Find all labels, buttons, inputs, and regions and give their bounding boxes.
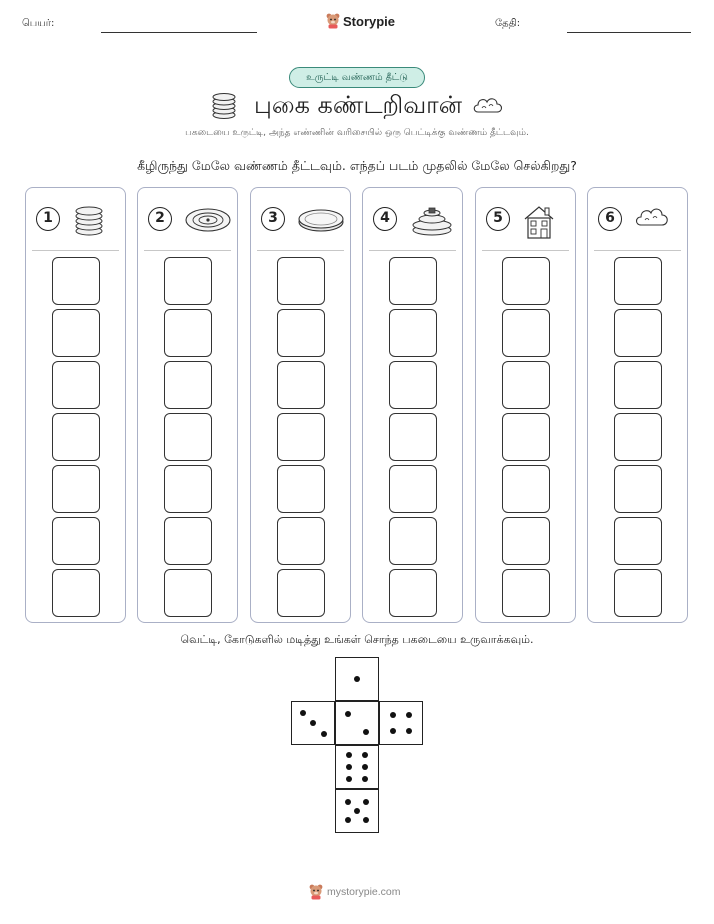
date-label: தேதி: (495, 18, 521, 29)
color-box[interactable] (52, 465, 100, 513)
color-box[interactable] (52, 257, 100, 305)
dice-pip (346, 776, 352, 782)
question: கீழிருந்து மேலே வண்ணம் தீட்டவும். எந்தப் படம் முதலில் மேலே செல்கிறது? (137, 158, 577, 173)
color-box[interactable] (502, 413, 550, 461)
color-box[interactable] (277, 465, 325, 513)
color-box[interactable] (277, 309, 325, 357)
color-box[interactable] (389, 257, 437, 305)
stacked-discs-icon (210, 92, 238, 120)
column-number: 4 (373, 207, 397, 231)
footer-url[interactable]: mystorypie.com (327, 886, 401, 898)
dice-pip (354, 808, 360, 814)
brand-logo (326, 13, 395, 29)
detector-stack-icon (409, 203, 455, 237)
dice-pip (363, 729, 369, 735)
dice-pip (321, 731, 327, 737)
title-row (0, 90, 714, 124)
date-line[interactable] (567, 32, 691, 33)
color-box[interactable] (389, 517, 437, 565)
column-header (26, 188, 125, 250)
column-header (251, 188, 350, 250)
column-number: 5 (486, 207, 510, 231)
column-number: 2 (148, 207, 172, 231)
footer (309, 884, 401, 900)
dice-pip (345, 799, 351, 805)
color-box[interactable] (502, 465, 550, 513)
house-icon (522, 203, 556, 241)
color-box[interactable] (164, 257, 212, 305)
dice-face-3 (291, 701, 335, 745)
column-number: 6 (598, 207, 622, 231)
color-box[interactable] (389, 413, 437, 461)
color-box[interactable] (389, 569, 437, 617)
dice-pip (300, 710, 306, 716)
column-4 (362, 187, 463, 623)
color-box[interactable] (52, 413, 100, 461)
dice-face-5 (335, 789, 379, 833)
smoke-cloud-icon (634, 203, 670, 233)
color-box[interactable] (52, 309, 100, 357)
color-box[interactable] (164, 465, 212, 513)
dice-pip (390, 728, 396, 734)
name-label: பெயர்: (22, 18, 55, 29)
color-box[interactable] (614, 257, 662, 305)
color-box[interactable] (389, 309, 437, 357)
subtitle: பகடையை உருட்டி, அந்த எண்ணின் வரிசையில் ஒரு பெட்டிக்கு வண்ணம் தீட்டவும். (185, 128, 529, 138)
color-box[interactable] (614, 569, 662, 617)
cut-fold-instruction: வெட்டி, கோடுகளில் மடித்து உங்கள் சொந்த பகடையை உருவாக்கவும். (180, 633, 534, 646)
dice-pip (354, 676, 360, 682)
column-header (588, 188, 687, 250)
column-number: 1 (36, 207, 60, 231)
dice-pip (362, 776, 368, 782)
dice-pip (406, 712, 412, 718)
dice-pip (363, 817, 369, 823)
activity-badge: உருட்டி வண்ணம் தீட்டு (289, 67, 425, 88)
column-5 (475, 187, 576, 623)
dice-pip (345, 817, 351, 823)
dice-pip (363, 799, 369, 805)
color-box[interactable] (52, 361, 100, 409)
color-box[interactable] (164, 361, 212, 409)
color-box[interactable] (614, 309, 662, 357)
column-header (138, 188, 237, 250)
color-box[interactable] (614, 465, 662, 513)
column-header (476, 188, 575, 250)
dice-pip (390, 712, 396, 718)
dice-pip (310, 720, 316, 726)
bear-mascot-icon (309, 884, 323, 900)
color-box[interactable] (614, 413, 662, 461)
color-box[interactable] (614, 361, 662, 409)
column-6 (587, 187, 688, 623)
dice-face-4 (379, 701, 423, 745)
color-box[interactable] (502, 569, 550, 617)
flat-disc-icon (297, 203, 347, 237)
color-box[interactable] (277, 413, 325, 461)
color-box[interactable] (164, 309, 212, 357)
color-box[interactable] (52, 569, 100, 617)
color-box[interactable] (277, 569, 325, 617)
color-box[interactable] (614, 517, 662, 565)
dice-pip (406, 728, 412, 734)
color-box[interactable] (502, 361, 550, 409)
dice-pip (362, 752, 368, 758)
dice-face-2 (335, 701, 379, 745)
column-3 (250, 187, 351, 623)
brand-name: Storypie (343, 13, 396, 29)
color-box[interactable] (389, 361, 437, 409)
color-box[interactable] (502, 309, 550, 357)
bear-mascot-icon (326, 13, 340, 29)
column-header (363, 188, 462, 250)
smoke-cloud-icon (472, 94, 504, 118)
column-1 (25, 187, 126, 623)
dice-face-1 (335, 657, 379, 701)
column-2 (137, 187, 238, 623)
color-box[interactable] (52, 517, 100, 565)
color-box[interactable] (277, 257, 325, 305)
color-box[interactable] (502, 257, 550, 305)
page-title: புகை கண்டறிவான் (254, 91, 462, 119)
color-box[interactable] (502, 517, 550, 565)
dice-pip (345, 711, 351, 717)
smoke-detector-icon (184, 203, 234, 237)
stacked-discs-icon (72, 203, 106, 237)
color-box[interactable] (164, 413, 212, 461)
color-box[interactable] (164, 517, 212, 565)
color-box[interactable] (389, 465, 437, 513)
dice-face-6 (335, 745, 379, 789)
color-box[interactable] (277, 517, 325, 565)
color-box[interactable] (277, 361, 325, 409)
color-box[interactable] (164, 569, 212, 617)
dice-pip (346, 764, 352, 770)
name-line[interactable] (101, 32, 257, 33)
dice-pip (346, 752, 352, 758)
column-number: 3 (261, 207, 285, 231)
dice-pip (362, 764, 368, 770)
